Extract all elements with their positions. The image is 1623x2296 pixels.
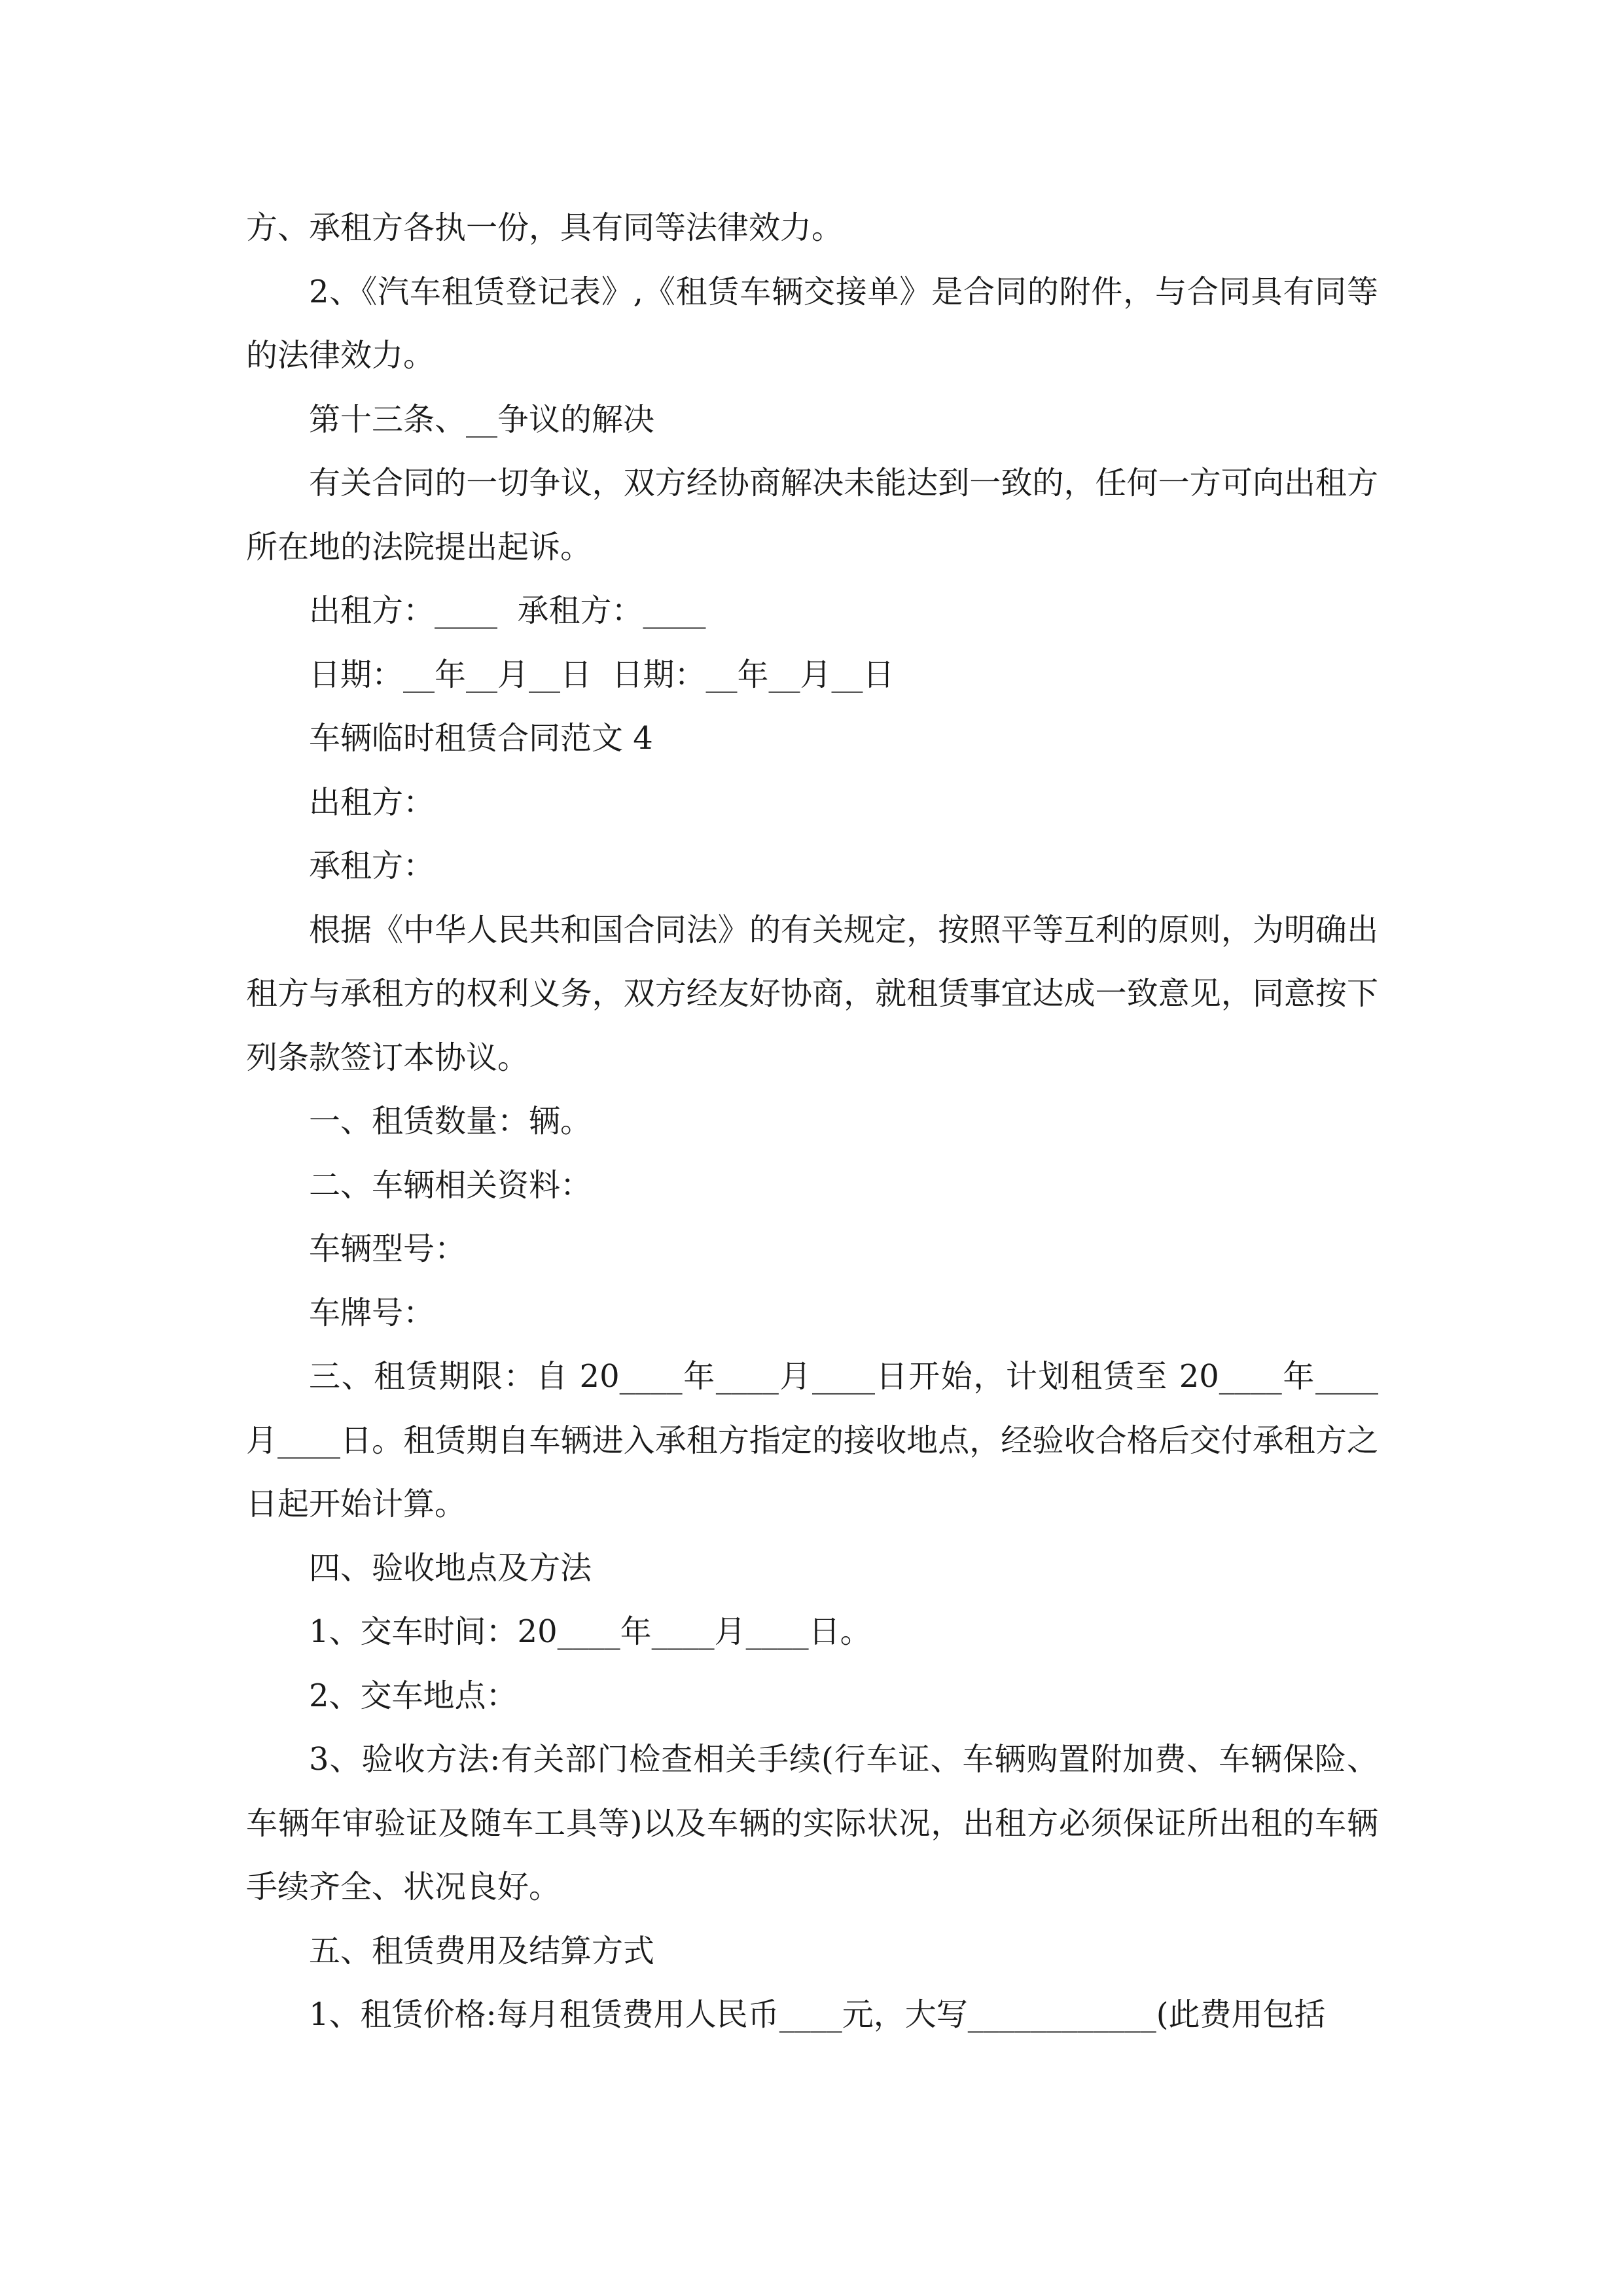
document-title: 车辆临时租赁合同范文 4 [309, 720, 653, 757]
document-body [246, 196, 1378, 2047]
clause: 1、租赁价格:每月租赁费用人民币____元，大写____________(此费用包括 [309, 1996, 1326, 2033]
party-lessee: 承租方： [309, 848, 435, 884]
paragraph: 2、《汽车租赁登记表》,《租赁车辆交接单》是合同的附件，与合同具有同等的法律效力。 [246, 273, 1378, 374]
clause: 3、验收方法:有关部门检查相关手续(行车证、车辆购置附加费、车辆保险、车辆年审验证及随车工具等)以及车辆的实际状况，出租方必须保证所出租的车辆手续齐全、状况良好。 [246, 1741, 1378, 1905]
section-heading: 四、验收地点及方法 [309, 1549, 592, 1587]
section-heading: 五、租赁费用及结算方式 [309, 1932, 655, 1969]
section-heading: 第十三条、__争议的解决 [309, 401, 655, 438]
clause: 1、交车时间：20____年____月____日。 [309, 1613, 872, 1650]
field-vehicle-model: 车辆型号： [309, 1230, 467, 1267]
clause: 二、车辆相关资料： [309, 1166, 592, 1204]
date-line: 日期：__年__月__日 日期：__年__月__日 [309, 656, 895, 693]
paragraph: 根据《中华人民共和国合同法》的有关规定，按照平等互利的原则，为明确出租方与承租方的权利义务，双方经友好协商，就租赁事宜达成一致意见，同意按下列条款签订本协议。 [246, 911, 1378, 1076]
field-plate-number: 车牌号： [309, 1294, 435, 1331]
signature-line: 出租方：____ 承租方：____ [309, 592, 706, 629]
paragraph: 方、承租方各执一份，具有同等法律效力。 [246, 209, 844, 246]
party-lessor: 出租方： [309, 783, 435, 821]
clause: 2、交车地点： [309, 1677, 518, 1714]
clause: 一、租赁数量：辆。 [309, 1103, 592, 1139]
paragraph: 有关合同的一切争议，双方经协商解决未能达到一致的，任何一方可向出租方所在地的法院提出起诉。 [246, 465, 1378, 565]
clause: 三、租赁期限：自 20____年____月____日开始，计划租赁至 20____年____月____日。租赁期自车辆进入承租方指定的接收地点，经验收合格后交付承租方之日起开始计算。 [246, 1358, 1378, 1522]
